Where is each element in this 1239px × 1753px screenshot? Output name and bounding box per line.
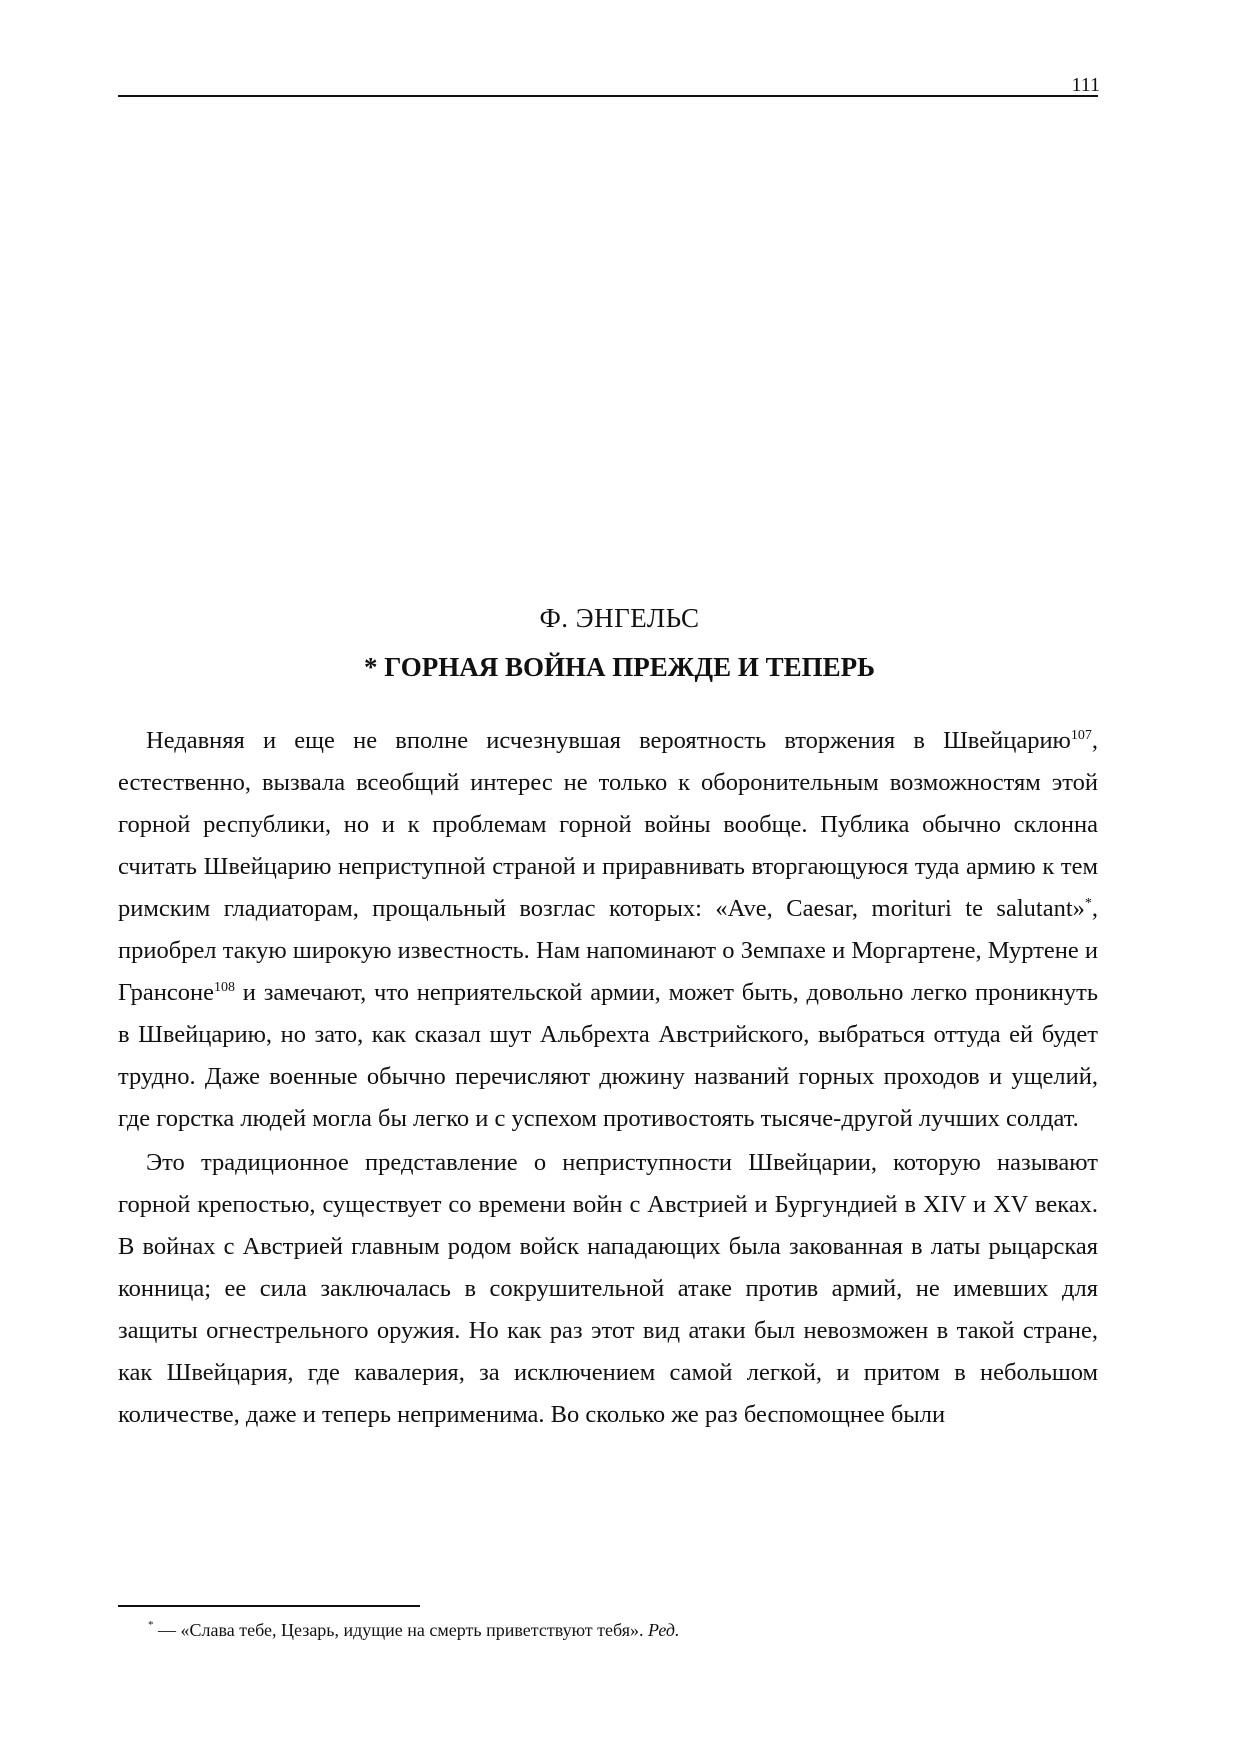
paragraph-1 xyxy=(118,720,1098,1140)
footnote xyxy=(148,1620,1048,1641)
footnote-rule xyxy=(118,1605,420,1607)
page-number: 111 xyxy=(1071,74,1100,96)
paragraph-1-text-a: Недавняя и еще не вполне исчезнувшая вероятность вторжения в Швейцарию xyxy=(146,727,1071,754)
footnote-text: — «Слава тебе, Цезарь, идущие на смерть приветствуют тебя». xyxy=(153,1620,649,1640)
paragraph-1-text-c: , приобрел такую широкую известность. Нам напоминают о Земпахе и Моргартене, Муртене и Грансоне xyxy=(118,895,1098,1006)
article-author: Ф. ЭНГЕЛЬС xyxy=(539,603,700,633)
paragraph-1-text-b: , естественно, вызвала всеобщий интерес не только к оборонительным возможностям этой горной республики, но и к проблемам горной войны вообще. Публика обычно склонна считать Швейцарию неприступной страной и приравнивать вторгающуюся туда армию к тем римским гладиаторам, прощальный возглас которых: «Ave, Caesar, morituri te salutant» xyxy=(118,727,1098,922)
paragraph-2: Это традиционное представление о неприступности Швейцарии, которую называют горной крепостью, существует со времени войн с Австрией и Бургундией в XIV и XV веках. В войнах с Австрией главным родом войск нападающих была закованная в латы рыцарская конница; ее сила заключалась в сокрушительной атаке против армий, не имевших для защиты огнестрельного оружия. Но как раз этот вид атаки был невозможен в такой стране, как Швейцария, где кавалерия, за исключением самой легкой, и притом в небольшом количестве, даже и теперь неприменима. Во сколько же раз беспомощнее были xyxy=(118,1149,1098,1428)
header-rule xyxy=(118,95,1098,97)
article-title: * ГОРНАЯ ВОЙНА ПРЕЖДЕ И ТЕПЕРЬ xyxy=(364,652,875,682)
paragraph-1-text-d: и замечают, что неприятельской армии, может быть, довольно легко проникнуть в Швейцарию, но зато, как сказал шут Альбрехта Австрийского, выбраться оттуда ей будет трудно. Даже военные обычно перечисляют дюжину названий горных проходов и ущелий, где горстка людей могла бы легко и с успехом противостоять тысяче-другой лучших солдат. xyxy=(118,979,1098,1132)
body-text xyxy=(118,720,1098,1436)
endnote-ref-108[interactable]: 108 xyxy=(213,980,235,995)
footnote-ref-star[interactable]: * xyxy=(1084,896,1092,911)
endnote-ref-107[interactable]: 107 xyxy=(1070,728,1092,743)
footnote-editor-note: Ред. xyxy=(648,1620,680,1640)
footnote-mark: * xyxy=(148,1619,154,1631)
